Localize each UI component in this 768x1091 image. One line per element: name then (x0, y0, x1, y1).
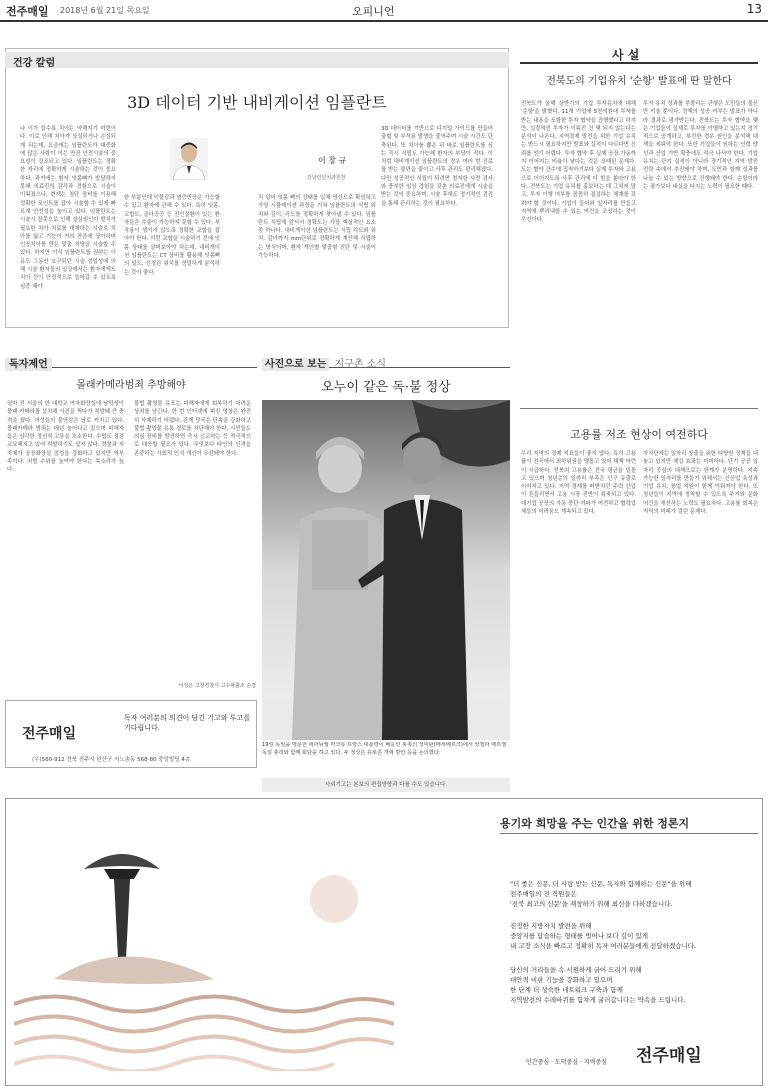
health-text-col3: 치 덩어 잇몸 뼈의 상태를 입체 영상으로 확인하고 가상 시뮬레이션 과정을 거쳐 임플란트의 식립 위치와 깊이, 각도를 정확하게 찾아낼 수 있다. 임플란트 식립에 앞서서 정확도는 가장 핵심적인 요소 중 하나다. 내비게이션 임플란트는 식립 각도와 위치, 깊이까지 mm단위로 정확하게 계산해 식립하는 방식이며, 환자 개인별 맞춤형 진단 및 시술이 가능하다. (258, 195, 376, 260)
page-number: 13 (746, 2, 762, 16)
editorial-text-col2: 투자 유치 성과를 부풀리는 관행은 도민들의 불신만 키울 뿐이다. 정책의 성공 여부는 발표가 아니라 결과로 평가받는다. 전북도는 투자 협약을 맺은 기업들이 실제로 투자를 이행하고 있는지 정기적으로 공개하고, 부진한 경우 원인을 분석해 대책을 세워야 한다. 또한 기업들이 원하는 인력 양성과 산업 기반 확충에도 적극 나서야 한다. 기업 유치는 단기 실적이 아니라 장기적인 지역 발전 전략 속에서 추진돼야 하며, 도민과 함께 성과를 나눌 수 있는 방향으로 진행돼야 한다. 순항이라는 평가보다 내실을 다지는 노력이 필요한 때다. (643, 101, 758, 190)
health-column-label: 건강 칼럼 (5, 52, 509, 68)
contribution-address: (우)560-912 전북 전주시 완산구 서노송동 568-80 중앙빌딩 4층 (32, 757, 191, 763)
economy-title: 고용률 저조 현상이 여전하다 (569, 428, 708, 441)
economy-text-col1: 우리 지역의 경제 지표들이 좋지 않다. 특히 고용률이 전국에서 최하위권을 맴돌고 있어 대책 마련이 시급하다. 전북의 고용률은 전국 평균을 밑돌고 있으며 청년층의 일자리 부족은 인구 유출로 이어지고 있다. 지역 경제를 떠받치던 주력 산업이 흔들리면서 고용 시장 전반이 위축되고 있다. 대기업 공장의 가동 중단 여파가 여전하고 협력업체들의 어려움도 계속되고 있다. (521, 451, 636, 516)
editorial-text-col1: 전북도가 올해 상반기의 기업 투자유치에 대해 '순항'을 밝혔다. 11개 기업에 5천억원대 투자를 받는 내용을 포함한 투자 협약을 진행했다고 하지만, 실질적인 투자가 이뤄진 건 몇 되지 않는다는 분석이 나온다. 지역경제 발전을 위한 기업 유치는 반드시 필요하지만 발표와 실적이 다르다면 신뢰를 얻기 어렵다. 투자 협약 후 실제 공장 가동까지 이어지는 비율이 낮다는 것은 오래된 문제다. 도는 협약 건수에 집착하기보다 실제 투자와 고용으로 이어지도록 사후 관리에 더 힘을 쏟아야 한다. 전북도는 기업 유치를 홍보하는 데 그치지 말고, 투자 이행 여부를 꼼꼼히 점검하는 체계를 갖춰야 할 것이다. 기업이 들어와 일자리를 만들고 지역에 뿌리내릴 수 있는 여건을 조성하는 것이 우선이다. (521, 101, 636, 224)
photo-title: 오누이 같은 독·불 정상 (321, 380, 451, 395)
reader-header (5, 352, 257, 368)
economy-text-col2: 자치단체는 일자리 창출을 위한 다양한 정책을 내놓고 있지만 체감 효과는 미미하다. 단기 공공 일자리 중심의 대책으로는 한계가 분명하다. 지속 가능한 일자리를 만들기 위해서는 신산업 육성과 기업 유치, 창업 지원이 함께 이뤄져야 한다. 또 청년들이 지역에 정착할 수 있도록 주거와 문화 여건을 개선하는 노력도 필요하다. 고용률 회복은 지역의 미래가 걸린 문제다. (643, 451, 758, 516)
reader-title: 몰래카메라범죄 추방해야 (76, 380, 186, 391)
masthead-brand: 전주매일 (6, 5, 49, 18)
ad-paragraph-3: 당신의 거리들을 속 시원하게 긁어 드리기 위해 대안적 비판 기능을 강화하고 있으며 한 단계 더 성숙한 네트워크 구축과 함께 지역발전의 수레바퀴를 힘차게 굴러갑니다는 약속을 드립니다. (510, 966, 686, 1004)
photo-label-sub: 지구촌 소식 (334, 359, 387, 370)
news-photo (262, 400, 510, 740)
reader-author: 이상은 고창경찰서 고수파출소 순경 (178, 683, 256, 689)
photo-header (262, 352, 510, 368)
health-text-col4: 3D 데이터를 기반으로 디지털 가이드를 만들어 출혈 및 부작용 발생을 줄여주며 시술 시간도 단축된다. 또 치아를 뽑은 뒤 바로 임플란트를 심는 즉시 식립도 가능해 환자의 부담이 적다. 이처럼 내비게이션 임플란트의 경우 여러 번 진료를 받는 불편을 줄이고 사후 관리도 편리해졌다. 다만 성공적인 식립이 되려면 철저한 사전 검사와 풍부한 임상 경험을 갖춘 의료진에게 시술을 받는 것이 중요하며, 시술 후에도 정기적인 검진을 통해 관리하는 것이 필요하다. (381, 126, 493, 207)
photo-label: 사진으로 보는 (262, 358, 329, 371)
health-author-affiliation: 강남런던치과원장 (307, 175, 346, 181)
reader-text-col1: 얼마 전 서울의 한 대학교 여자화장실에 남학생이 몰래 카메라를 설치해 사진을 찍다가 적발돼 큰 충격을 줬다. 여성들의 불안감은 날로 커지고 있다. 몰래카메라 범죄는 매년 늘어나고 있으며 피해자들은 심각한 정신적 고통을 호소한다. 수법도 점점 교묘해지고 있어 적발하기도 쉽지 않다. 경찰과 지자체가 공공화장실 점검을 강화하고 있지만 역부족이다. 처벌 수위를 높여야 한다는 목소리가 높다. (7, 401, 124, 474)
health-text-col1: 나 이가 들수록 치아는 약해지기 마련이다. 이로 인해 치아가 상실되거나 손실되게 되는데, 요즘에는 임플란트가 대중화에 많은 사람이 이는 만큼 안전시술의 중요성이 강조되고 있다. 임플란트는 정확한 자리에 정확하게 시술하는 것이 중요하다. 과거에는 환자 잇몸뼈가 발달하지 못해 의료진의 감각과 경험으로 시술이 이뤄졌으나, 현재는 첨단 장비를 이용해 정확한 포인트를 잡아 시술할 수 있게 빠르게 안전성을 높이고 있다. 임플란트는 시술시 잘못으로 인해 상실원인이 발치가 필요한 치아 치료를 대체하는 시술로 치아를 잃고 기능이 거의 잔존에 상이하며 인공치아를 만든 맞춤 처방을 시술할 수 있다. 하지만 이식 임플란트를 권하는 이유도 그동안 요구되던 시술 정밀성에 의해 시술 환자들의 임상에서는 환자에게도 치아 등이 안정적으로 들어갈 수 있도록 심중 해야 (20, 126, 116, 290)
reader-text-col2: 불법 촬영물 유포는 피해자에게 회복하기 어려운 상처를 남긴다. 한 번 인터넷에 퍼진 영상은 완전히 삭제하기 어렵다. 관계 당국은 단속을 강화하고 불법 촬영물 유통 경로를 차단해야 한다. 시민들도 의심 장비를 발견하면 즉시 신고하는 등 적극적으로 대응할 필요가 있다. 무엇보다 타인의 인격을 존중하는 사회적 인식 개선이 우선돼야 한다. (134, 401, 251, 457)
reader-label: 독자제언 (5, 358, 52, 371)
author-photo (170, 138, 208, 180)
ad-brand: 전주매일 (636, 1046, 702, 1066)
editorial-label: 사 설 (612, 48, 640, 62)
editorial-rule (520, 62, 758, 64)
editorial-disclaimer: 사외기고는 본보의 편집방향과 다를 수도 있습니다. (262, 778, 510, 792)
ad-headline: 용기와 희망을 주는 인간을 위한 정론지 (500, 817, 690, 830)
photo-caption: 19일 독일을 방문한 에마뉘엘 마크롱 프랑스 대통령이 베를린 북쪽의 성미판(메세베르크)에서 앙겔라 메르켈 독일 총리와 함께 회담을 하고 있다. 두 정상은 유로존 개혁 방안 등을 논의했다. (262, 742, 507, 756)
ad-paragraph-1: "더 좋은 신문, 더 사랑 받는 신문, 독자와 함께하는 신문"을 위해 전주매일의 전 직원들은 '전북 최고의 신문'을 재창하기 위해 최선을 다하겠습니다. (510, 880, 692, 908)
ad-rule (500, 833, 758, 834)
newspaper-ad (5, 798, 763, 1086)
health-column-title: 3D 데이터 기반 내비게이션 임플란트 (127, 93, 387, 112)
health-author: 이 창 규 (318, 156, 347, 165)
health-text-col2: 한 부분인데 이물감과 염증반응은 가능할 수 있고 환자에 관해 수 있다. 특히 잇몸, 교합도, 골다공증 등 전신질환이 있는 환자들은 수술이 가능하지 못할 수 있다. 부작용이 생기지 않도록 정확한 교합을 잡아야 한다. 이런 교합을 시술하기 전에 잇몸 상태를 살펴보아야 하는데, 내비게이션 임플란트는 CT 장비를 활용해 잇몸뼈의 밀도, 신경관 위치를 정밀하게 분석하는 것이 좋다. (124, 195, 220, 276)
contribution-notice (5, 700, 257, 768)
section-name: 오피니언 (352, 5, 395, 18)
economy-rule (520, 408, 758, 409)
editorial-title: 전북도의 기업유치 '순항' 발표에 딴 말한다 (546, 76, 732, 87)
contribution-text: 독자 여러분의 의견이 담긴 기고와 투고를 기다립니다. (124, 714, 251, 732)
issue-date: 2018년 6월 21일 목요일 (60, 6, 150, 15)
contribution-brand: 전주매일 (22, 726, 77, 742)
page-header (0, 0, 768, 22)
lighthouse-illustration (14, 839, 394, 1071)
ad-paragraph-2: 진정한 지방자치 발전을 위해 중앙지를 답습하는 형태를 벗어나 보다 깊이 있게 내 고장 소식을 빠르고 정확히 독자 여러분들에게 전달하겠습니다. (510, 922, 697, 950)
ad-slogan: 인간중심 · 도덕중심 · 지역중심 (526, 1059, 607, 1066)
